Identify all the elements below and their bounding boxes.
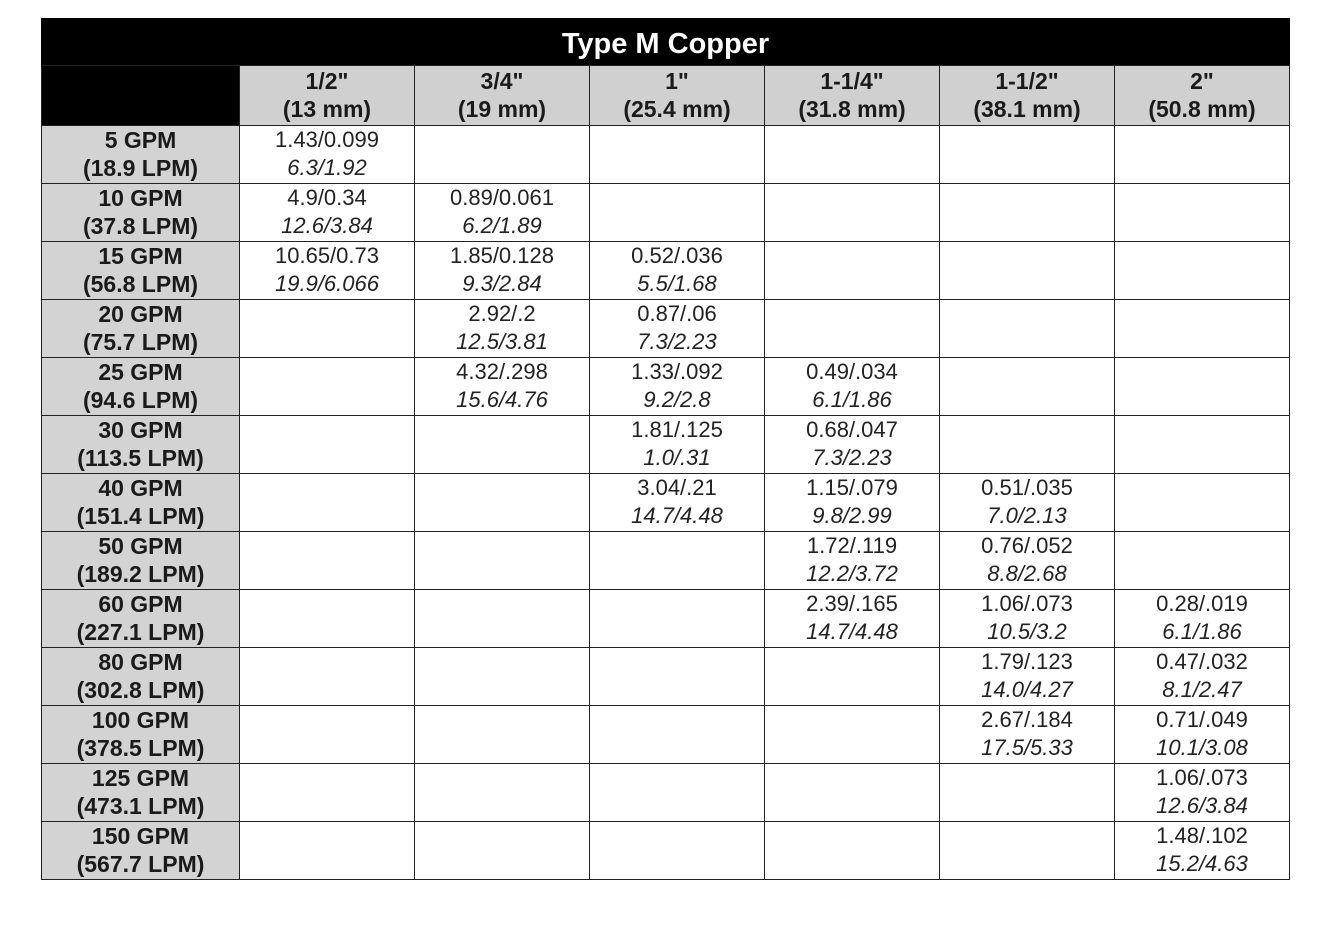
data-cell <box>415 416 590 474</box>
data-cell <box>415 648 590 706</box>
velocity-loss-imperial: 0.87/.06 <box>637 301 717 326</box>
velocity-loss-imperial: 1.15/.079 <box>806 475 898 500</box>
pipe-size-metric-label: (19 mm) <box>457 96 547 122</box>
table-title: Type M Copper <box>41 18 1290 65</box>
velocity-loss-metric: 7.3/2.23 <box>812 445 892 470</box>
flow-lpm-label: (113.5 LPM) <box>77 445 204 471</box>
data-cell <box>240 416 415 474</box>
velocity-loss-imperial: 2.39/.165 <box>806 591 898 616</box>
data-cell <box>590 474 765 532</box>
pressure-loss-table <box>41 65 1290 880</box>
header-row <box>42 66 1290 126</box>
flow-lpm-label: (75.7 LPM) <box>82 329 199 355</box>
data-cell <box>940 532 1115 590</box>
velocity-loss-metric: 9.3/2.84 <box>462 271 542 296</box>
data-cell <box>765 648 940 706</box>
velocity-loss-metric: 6.1/1.86 <box>1162 619 1242 644</box>
velocity-loss-imperial: 4.9/0.34 <box>287 185 367 210</box>
table-row <box>42 590 1290 648</box>
flow-lpm-label: (189.2 LPM) <box>76 561 205 587</box>
velocity-loss-metric: 7.0/2.13 <box>987 503 1067 528</box>
flow-gpm-label: 10 GPM <box>98 185 183 211</box>
flow-gpm-label: 40 GPM <box>98 475 183 501</box>
velocity-loss-imperial: 0.28/.019 <box>1156 591 1248 616</box>
data-cell <box>415 590 590 648</box>
pipe-size-label: 1-1/2" <box>995 68 1059 94</box>
data-cell <box>1115 532 1290 590</box>
velocity-loss-metric: 6.3/1.92 <box>287 155 367 180</box>
data-cell <box>415 706 590 764</box>
corner-cell <box>42 66 240 126</box>
velocity-loss-imperial: 0.71/.049 <box>1156 707 1248 732</box>
data-cell <box>415 300 590 358</box>
data-cell <box>590 532 765 590</box>
data-cell <box>590 648 765 706</box>
velocity-loss-metric: 15.2/4.63 <box>1156 851 1248 876</box>
velocity-loss-metric: 17.5/5.33 <box>981 735 1073 760</box>
data-cell <box>240 764 415 822</box>
flow-lpm-label: (567.7 LPM) <box>76 851 205 877</box>
table-row <box>42 532 1290 590</box>
velocity-loss-metric: 12.2/3.72 <box>806 561 898 586</box>
flow-rate-header <box>42 706 240 764</box>
data-cell <box>1115 648 1290 706</box>
velocity-loss-imperial: 0.51/.035 <box>981 475 1073 500</box>
velocity-loss-metric: 15.6/4.76 <box>456 387 548 412</box>
data-cell <box>940 474 1115 532</box>
flow-gpm-label: 125 GPM <box>91 765 190 791</box>
data-cell <box>590 242 765 300</box>
velocity-loss-metric: 6.2/1.89 <box>462 213 542 238</box>
table-row <box>42 822 1290 880</box>
flow-rate-header <box>42 416 240 474</box>
flow-lpm-label: (302.8 LPM) <box>76 677 205 703</box>
column-header <box>415 66 590 126</box>
velocity-loss-metric: 10.5/3.2 <box>987 619 1067 644</box>
data-cell <box>940 764 1115 822</box>
flow-rate-header <box>42 474 240 532</box>
data-cell <box>415 532 590 590</box>
data-cell <box>1115 242 1290 300</box>
data-cell <box>415 126 590 184</box>
data-cell <box>940 126 1115 184</box>
data-cell <box>1115 590 1290 648</box>
velocity-loss-metric: 9.2/2.8 <box>643 387 711 412</box>
data-cell <box>1115 358 1290 416</box>
velocity-loss-metric: 19.9/6.066 <box>275 271 379 296</box>
data-cell <box>940 184 1115 242</box>
pipe-size-label: 1-1/4" <box>820 68 884 94</box>
velocity-loss-imperial: 4.32/.298 <box>456 359 548 384</box>
velocity-loss-metric: 1.0/.31 <box>643 445 711 470</box>
velocity-loss-metric: 12.6/3.84 <box>281 213 373 238</box>
velocity-loss-imperial: 10.65/0.73 <box>275 243 379 268</box>
flow-gpm-label: 5 GPM <box>104 127 177 153</box>
flow-rate-header <box>42 358 240 416</box>
flow-lpm-label: (473.1 LPM) <box>76 793 205 819</box>
flow-lpm-label: (227.1 LPM) <box>76 619 205 645</box>
data-cell <box>240 184 415 242</box>
data-cell <box>765 300 940 358</box>
data-cell <box>590 822 765 880</box>
velocity-loss-metric: 9.8/2.99 <box>812 503 892 528</box>
velocity-loss-imperial: 1.79/.123 <box>981 649 1073 674</box>
data-cell <box>765 358 940 416</box>
table-row <box>42 242 1290 300</box>
data-cell <box>765 474 940 532</box>
velocity-loss-metric: 14.0/4.27 <box>981 677 1073 702</box>
data-cell <box>415 184 590 242</box>
flow-rate-header <box>42 184 240 242</box>
velocity-loss-metric: 14.7/4.48 <box>806 619 898 644</box>
data-cell <box>590 764 765 822</box>
data-cell <box>240 590 415 648</box>
flow-gpm-label: 60 GPM <box>98 591 183 617</box>
velocity-loss-imperial: 0.89/0.061 <box>450 185 554 210</box>
velocity-loss-imperial: 1.33/.092 <box>631 359 723 384</box>
data-cell <box>240 532 415 590</box>
flow-rate-header <box>42 590 240 648</box>
data-cell <box>1115 822 1290 880</box>
flow-gpm-label: 20 GPM <box>98 301 183 327</box>
data-cell <box>765 242 940 300</box>
flow-lpm-label: (151.4 LPM) <box>76 503 205 529</box>
table-row <box>42 358 1290 416</box>
column-header <box>940 66 1115 126</box>
data-cell <box>590 590 765 648</box>
velocity-loss-imperial: 0.49/.034 <box>806 359 898 384</box>
data-cell <box>240 358 415 416</box>
table-row <box>42 416 1290 474</box>
data-cell <box>415 358 590 416</box>
flow-gpm-label: 25 GPM <box>98 359 183 385</box>
flow-gpm-label: 15 GPM <box>98 243 183 269</box>
velocity-loss-metric: 8.1/2.47 <box>1162 677 1242 702</box>
data-cell <box>590 416 765 474</box>
pipe-size-metric-label: (25.4 mm) <box>623 96 731 122</box>
flow-rate-header <box>42 648 240 706</box>
pipe-size-label: 1/2" <box>305 68 349 94</box>
data-cell <box>590 300 765 358</box>
data-cell <box>1115 474 1290 532</box>
flow-gpm-label: 30 GPM <box>98 417 183 443</box>
velocity-loss-metric: 10.1/3.08 <box>1156 735 1248 760</box>
data-cell <box>415 822 590 880</box>
data-cell <box>1115 300 1290 358</box>
velocity-loss-imperial: 1.43/0.099 <box>275 127 379 152</box>
flow-lpm-label: (37.8 LPM) <box>82 213 199 239</box>
data-cell <box>940 358 1115 416</box>
velocity-loss-metric: 12.6/3.84 <box>1156 793 1248 818</box>
flow-lpm-label: (18.9 LPM) <box>82 155 199 181</box>
pipe-size-label: 2" <box>1190 68 1214 94</box>
data-cell <box>1115 416 1290 474</box>
velocity-loss-imperial: 1.48/.102 <box>1156 823 1248 848</box>
velocity-loss-imperial: 0.76/.052 <box>981 533 1073 558</box>
data-cell <box>1115 126 1290 184</box>
column-header <box>590 66 765 126</box>
flow-gpm-label: 50 GPM <box>98 533 183 559</box>
data-cell <box>940 648 1115 706</box>
flow-rate-header <box>42 242 240 300</box>
flow-lpm-label: (94.6 LPM) <box>82 387 199 413</box>
column-header <box>1115 66 1290 126</box>
data-cell <box>1115 706 1290 764</box>
data-cell <box>240 126 415 184</box>
copper-table-container <box>41 18 1290 880</box>
velocity-loss-imperial: 0.52/.036 <box>631 243 723 268</box>
flow-rate-header <box>42 822 240 880</box>
table-row <box>42 184 1290 242</box>
table-body <box>42 126 1290 880</box>
velocity-loss-imperial: 1.06/.073 <box>981 591 1073 616</box>
data-cell <box>765 416 940 474</box>
data-cell <box>940 590 1115 648</box>
velocity-loss-metric: 5.5/1.68 <box>637 271 717 296</box>
flow-rate-header <box>42 532 240 590</box>
pipe-size-label: 1" <box>665 68 689 94</box>
column-header <box>240 66 415 126</box>
velocity-loss-imperial: 0.47/.032 <box>1156 649 1248 674</box>
data-cell <box>765 126 940 184</box>
data-cell <box>240 474 415 532</box>
pipe-size-metric-label: (31.8 mm) <box>798 96 906 122</box>
velocity-loss-imperial: 1.85/0.128 <box>450 243 554 268</box>
pipe-size-metric-label: (38.1 mm) <box>973 96 1081 122</box>
flow-lpm-label: (378.5 LPM) <box>76 735 205 761</box>
velocity-loss-imperial: 1.81/.125 <box>631 417 723 442</box>
flow-gpm-label: 150 GPM <box>91 823 190 849</box>
data-cell <box>590 706 765 764</box>
data-cell <box>1115 764 1290 822</box>
column-header <box>765 66 940 126</box>
data-cell <box>590 358 765 416</box>
velocity-loss-imperial: 1.06/.073 <box>1156 765 1248 790</box>
data-cell <box>240 822 415 880</box>
velocity-loss-imperial: 2.92/.2 <box>468 301 536 326</box>
data-cell <box>590 184 765 242</box>
velocity-loss-imperial: 1.72/.119 <box>806 533 898 558</box>
table-row <box>42 706 1290 764</box>
velocity-loss-metric: 6.1/1.86 <box>812 387 892 412</box>
flow-rate-header <box>42 764 240 822</box>
velocity-loss-imperial: 0.68/.047 <box>806 417 898 442</box>
data-cell <box>415 242 590 300</box>
data-cell <box>240 300 415 358</box>
table-row <box>42 300 1290 358</box>
data-cell <box>765 822 940 880</box>
flow-lpm-label: (56.8 LPM) <box>82 271 199 297</box>
data-cell <box>415 474 590 532</box>
data-cell <box>940 300 1115 358</box>
data-cell <box>940 706 1115 764</box>
pipe-size-metric-label: (13 mm) <box>282 96 372 122</box>
data-cell <box>590 126 765 184</box>
data-cell <box>940 416 1115 474</box>
table-row <box>42 474 1290 532</box>
data-cell <box>765 184 940 242</box>
table-row <box>42 648 1290 706</box>
data-cell <box>765 532 940 590</box>
flow-rate-header <box>42 126 240 184</box>
data-cell <box>240 648 415 706</box>
velocity-loss-metric: 8.8/2.68 <box>987 561 1067 586</box>
data-cell <box>940 822 1115 880</box>
pipe-size-metric-label: (50.8 mm) <box>1148 96 1256 122</box>
data-cell <box>765 590 940 648</box>
data-cell <box>240 242 415 300</box>
table-row <box>42 126 1290 184</box>
data-cell <box>1115 184 1290 242</box>
data-cell <box>765 706 940 764</box>
flow-rate-header <box>42 300 240 358</box>
table-row <box>42 764 1290 822</box>
data-cell <box>415 764 590 822</box>
pipe-size-label: 3/4" <box>480 68 524 94</box>
flow-gpm-label: 80 GPM <box>98 649 183 675</box>
velocity-loss-imperial: 2.67/.184 <box>981 707 1073 732</box>
velocity-loss-metric: 14.7/4.48 <box>631 503 723 528</box>
data-cell <box>940 242 1115 300</box>
velocity-loss-imperial: 3.04/.21 <box>637 475 717 500</box>
data-cell <box>240 706 415 764</box>
flow-gpm-label: 100 GPM <box>91 707 190 733</box>
velocity-loss-metric: 7.3/2.23 <box>637 329 717 354</box>
velocity-loss-metric: 12.5/3.81 <box>456 329 548 354</box>
data-cell <box>765 764 940 822</box>
